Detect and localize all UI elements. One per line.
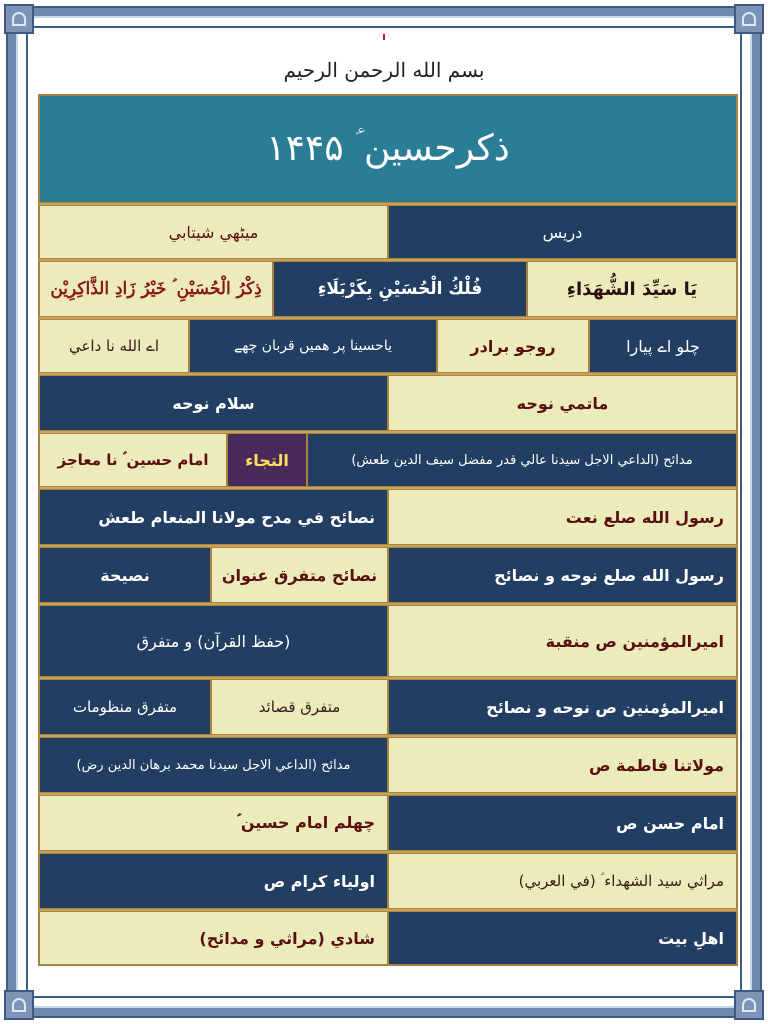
menu-item-madaih-burhanuddin[interactable]: مدائح (الداعي الاجل سیدنا محمد برهان الدین رض) (39, 737, 388, 793)
menu-item-matami-noha[interactable]: ماتمي نوحه (388, 375, 737, 431)
menu-item-nasaih-madh-maulana[interactable]: نصائح في مدح مولانا المنعام طعش (39, 489, 388, 545)
menu-item-rasulullah-naat[interactable]: رسول الله صلع نعت (388, 489, 737, 545)
menu-grid (38, 94, 738, 966)
corner-ornament (4, 990, 34, 1020)
menu-item-daris[interactable]: دریس (388, 205, 737, 259)
menu-item-imam-hasan[interactable]: امام حسن ص (388, 795, 737, 851)
menu-item-ahle-bait[interactable]: اهلِ بیت (388, 911, 737, 965)
page-title: ذکرحسین ؑ ۱۴۴۵ (39, 95, 737, 203)
menu-item-marasi-arabi[interactable]: مراثي سید الشهداء ؑ (في العربي) (388, 853, 737, 909)
menu-item-ya-sayyid-al-shuhada[interactable]: يَا سَيِّدَ الشُّهَدَاءِ (527, 261, 737, 317)
menu-item-amirulmomineen-noha-nasaih[interactable]: امیرالمؤمنین ص نوحه و نصائح (388, 679, 737, 735)
menu-item-iltija[interactable]: التجاء (227, 433, 307, 487)
menu-item-nasaih-mutafarriq[interactable]: نصائح متفرق عنوان (211, 547, 388, 603)
menu-item-shadi-marasi-madaih[interactable]: شادي (مراثي و مدائح) (39, 911, 388, 965)
corner-ornament (734, 4, 764, 34)
menu-item-imam-husain-moajiz[interactable]: امام حسین ؑ نا معاجز (39, 433, 227, 487)
menu-item-ae-allah-na-dai[interactable]: اے الله نا داعي (39, 319, 189, 373)
menu-item-ya-husaina[interactable]: یاحسینا پر ھمیں قربان چھے (189, 319, 437, 373)
menu-item-maulatuna-fatema[interactable]: مولاتنا فاطمة ص (388, 737, 737, 793)
menu-item-chalo-ae-pyara[interactable]: چلو اے پیارا (589, 319, 737, 373)
menu-item-auliya-kiram[interactable]: اولیاء کرام ص (39, 853, 388, 909)
menu-item-mithi-sheetabi[interactable]: میٹھي شیتابي (39, 205, 388, 259)
menu-item-mutafarriq-qasaid[interactable]: متفرق قصائد (211, 679, 388, 735)
menu-item-salam-noha[interactable]: سلام نوحه (39, 375, 388, 431)
menu-item-zikr-al-husain-calligraphy[interactable]: ذِكْرُ الْحُسَيْنِ ؑ خَيْرُ زَادِ الذَّاكِرِيْن (39, 261, 273, 317)
menu-item-chehlum-imam-husain[interactable]: چهلم امام حسین ؑ (39, 795, 388, 851)
menu-item-amirulmomineen-manqabat[interactable]: امیرالمؤمنین ص منقبة (388, 605, 737, 677)
menu-item-hifz-al-quran[interactable]: (حفظ القرآن) و متفرق (39, 605, 388, 677)
top-mark (383, 34, 385, 40)
menu-item-nasihat[interactable]: نصیحة (39, 547, 211, 603)
corner-ornament (4, 4, 34, 34)
menu-item-fulk-al-husain[interactable]: فُلْكُ الْحُسَيْنِ بِكَرْبَلَاءِ (273, 261, 527, 317)
bismillah-heading: بسم الله الرحمن الرحيم (283, 58, 485, 82)
menu-item-mutafarriq-manzumat[interactable]: متفرق منظومات (39, 679, 211, 735)
menu-item-rasulullah-noha-nasaih[interactable]: رسول الله صلع نوحه و نصائح (388, 547, 737, 603)
menu-item-rojo-biradar[interactable]: روجو برادر (437, 319, 589, 373)
menu-item-madaih-saifuddin[interactable]: مدائح (الداعي الاجل سیدنا عالي قدر مفضل سیف الدین طعش) (307, 433, 737, 487)
corner-ornament (734, 990, 764, 1020)
